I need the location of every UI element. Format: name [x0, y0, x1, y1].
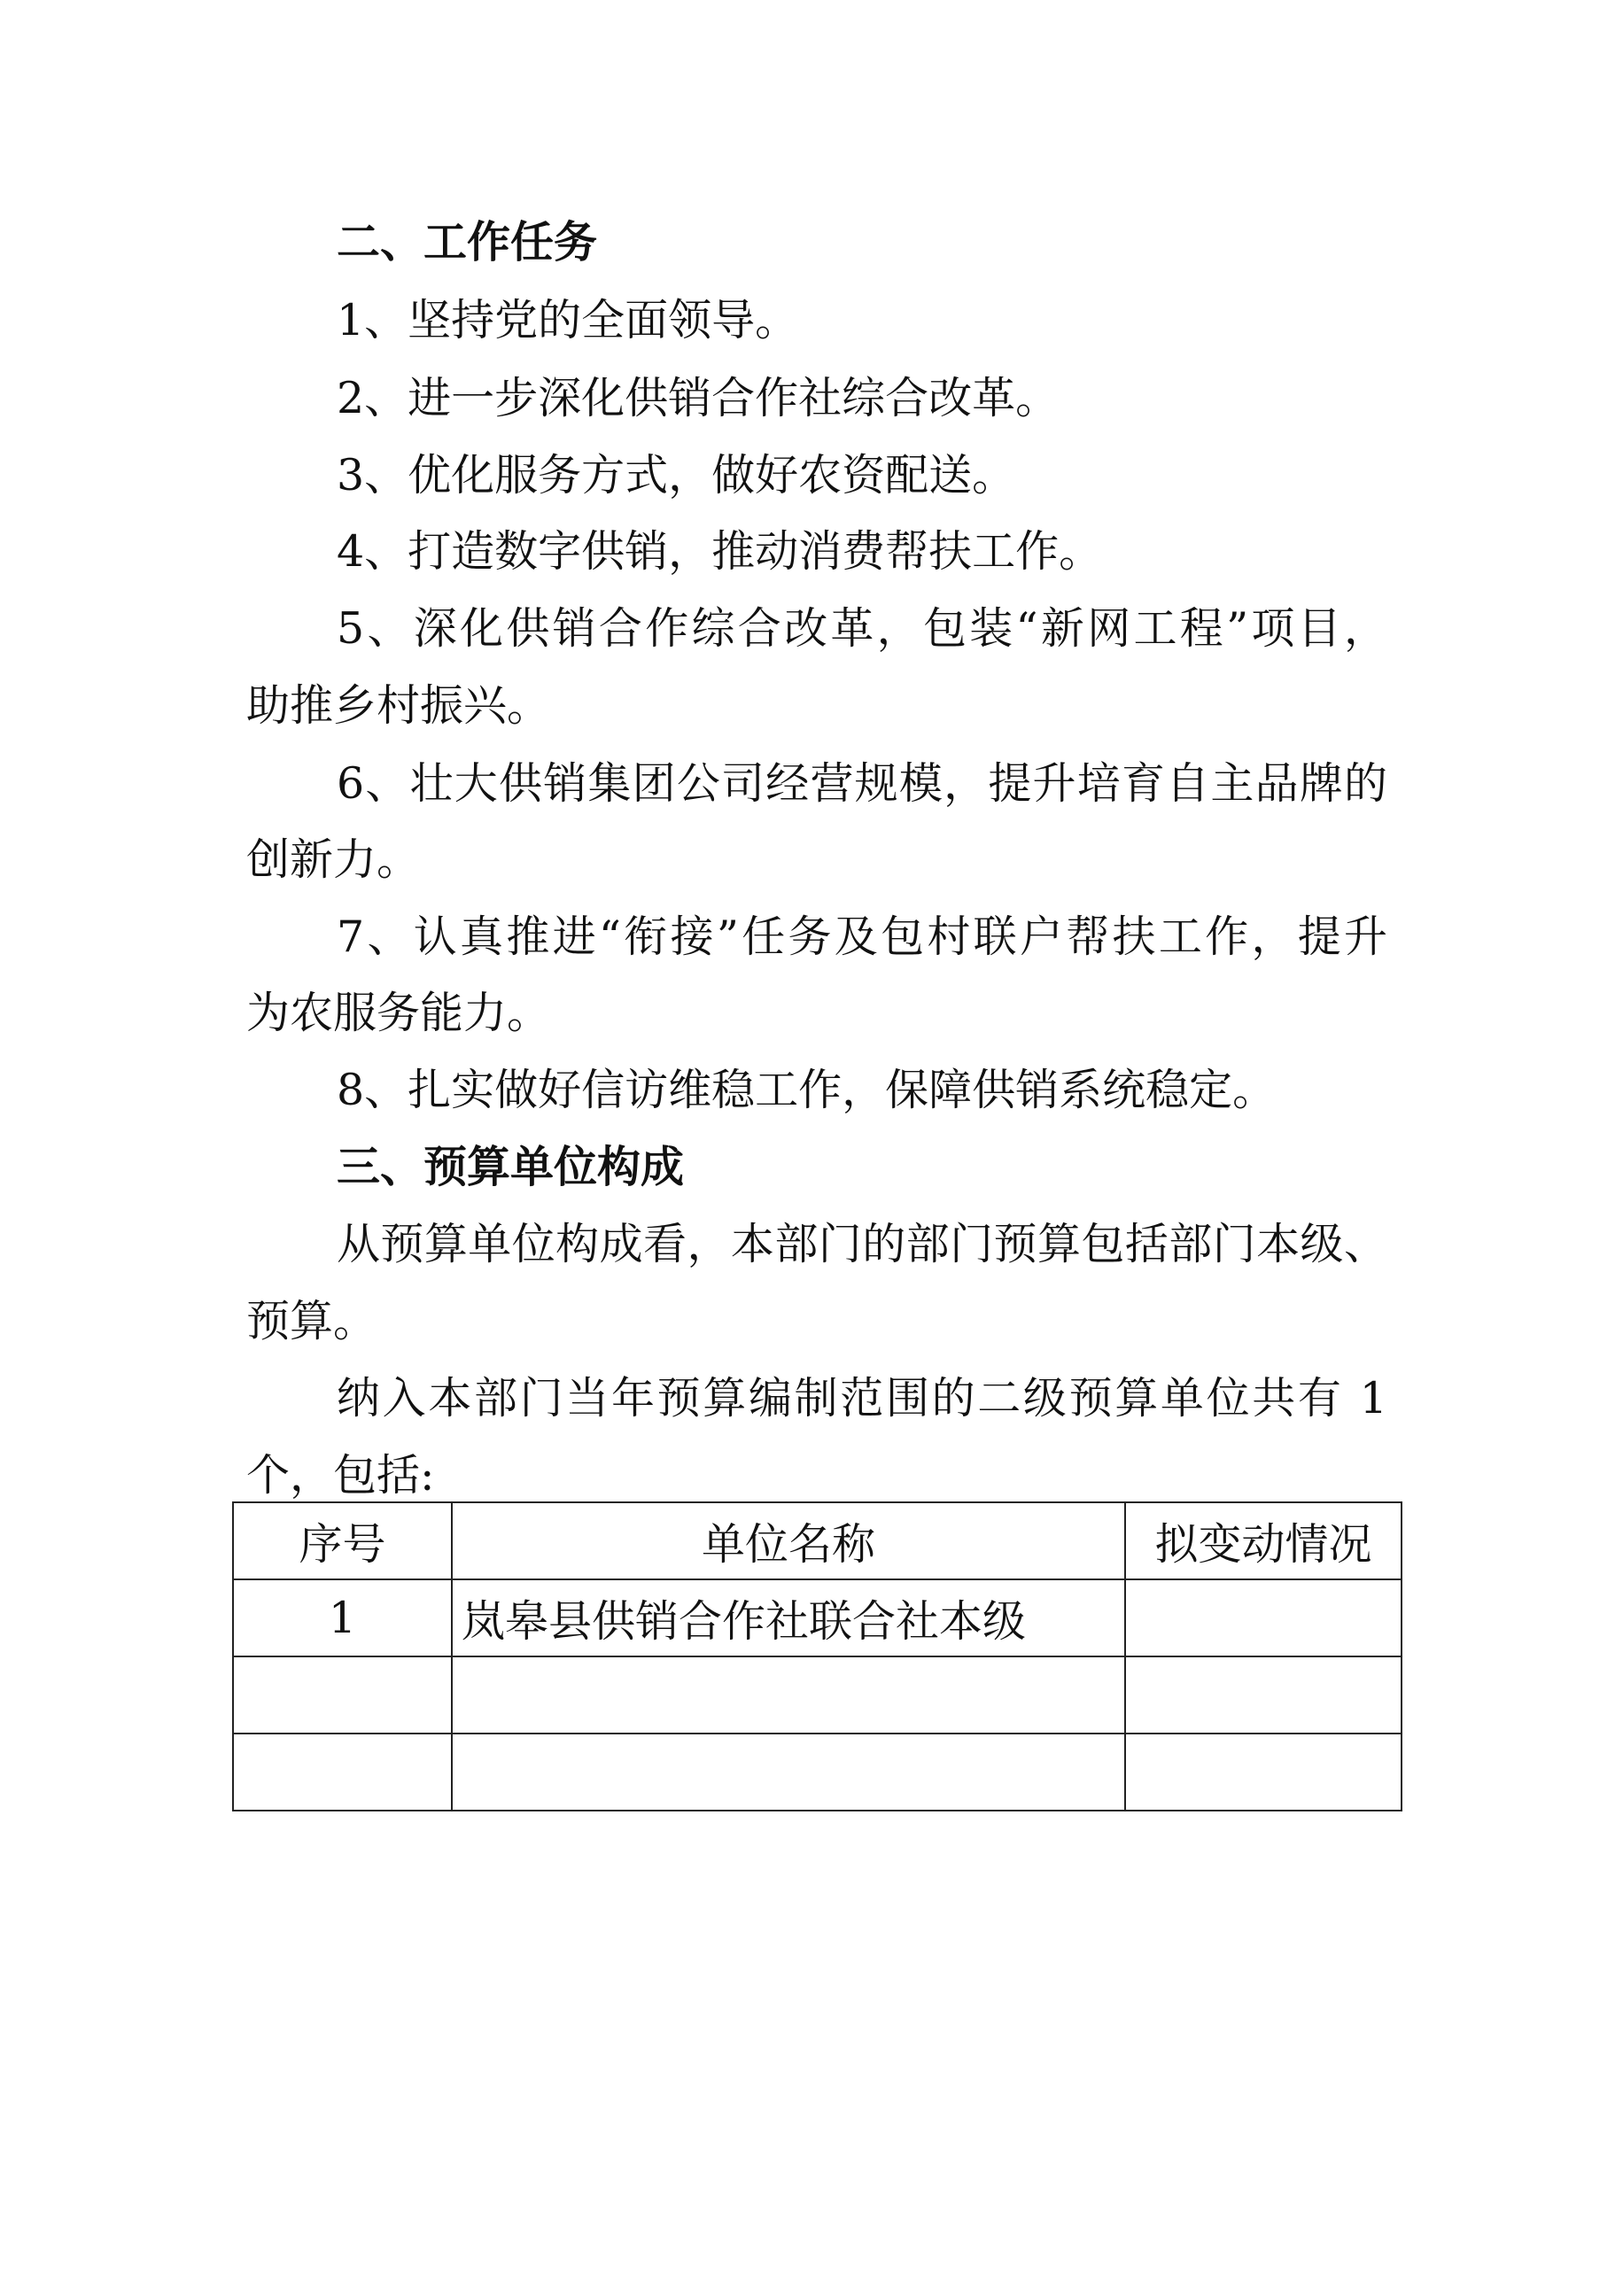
- header-planned-change: 拟变动情况: [1125, 1502, 1402, 1579]
- task-item-5-line-1: 5、深化供销合作综合改革，包装“新网工程”项目，: [337, 603, 1387, 654]
- cell-planned-change: [1125, 1579, 1402, 1656]
- task-item-7-line-2: 为农服务能力。: [246, 988, 551, 1038]
- table-row: [233, 1734, 1402, 1811]
- section-heading-budget-units: 三、预算单位构成: [337, 1142, 685, 1192]
- cell-unit-name: [452, 1656, 1125, 1734]
- header-serial-number: 序号: [233, 1502, 452, 1579]
- task-item-2: 2、进一步深化供销合作社综合改革。: [337, 373, 1060, 423]
- budget-para-1-line-1: 从预算单位构成看，本部门的部门预算包括部门本级、: [337, 1219, 1387, 1269]
- task-item-4: 4、打造数字供销，推动消费帮扶工作。: [337, 526, 1103, 577]
- table-row: [233, 1656, 1402, 1734]
- budget-para-1-line-2: 预算。: [246, 1296, 377, 1346]
- cell-planned-change: [1125, 1656, 1402, 1734]
- task-item-3: 3、优化服务方式，做好农资配送。: [337, 450, 1016, 500]
- cell-serial-number: [233, 1656, 452, 1734]
- cell-planned-change: [1125, 1734, 1402, 1811]
- task-item-6-line-2: 创新力。: [246, 834, 421, 885]
- task-item-6-line-1: 6、壮大供销集团公司经营规模，提升培育自主品牌的: [337, 758, 1387, 809]
- task-item-1: 1、坚持党的全面领导。: [337, 295, 799, 345]
- table-header-row: [233, 1502, 1402, 1579]
- cell-serial-number: [233, 1734, 452, 1811]
- section-heading-work-tasks: 二、工作任务: [337, 217, 598, 268]
- table-row: [233, 1579, 1402, 1656]
- budget-units-table: [232, 1501, 1402, 1811]
- task-item-7-line-1: 7、认真推进“衔接”任务及包村联户帮扶工作，提升: [337, 911, 1387, 962]
- task-item-8: 8、扎实做好信访维稳工作，保障供销系统稳定。: [337, 1065, 1277, 1115]
- cell-unit-name: 岚皋县供销合作社联合社本级: [452, 1579, 1125, 1656]
- budget-para-2-line-2: 个，包括:: [246, 1450, 435, 1501]
- budget-para-2-line-1: 纳入本部门当年预算编制范围的二级预算单位共有 1: [337, 1373, 1387, 1423]
- cell-serial-number: 1: [233, 1579, 452, 1656]
- task-item-5-line-2: 助推乡村振兴。: [246, 680, 551, 731]
- cell-unit-name: [452, 1734, 1125, 1811]
- header-unit-name: 单位名称: [452, 1502, 1125, 1579]
